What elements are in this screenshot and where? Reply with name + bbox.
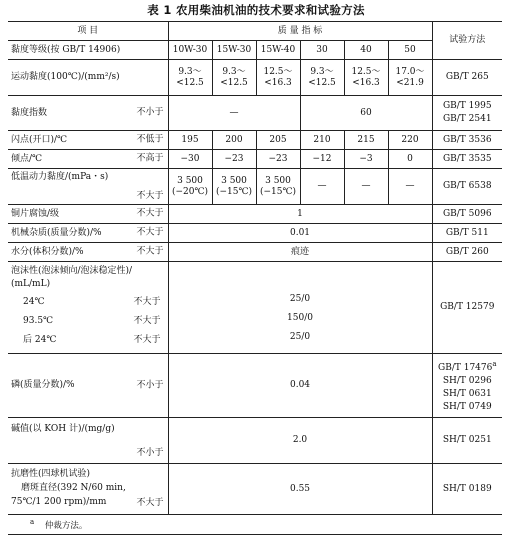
grade-row bbox=[8, 41, 502, 60]
value-cell: 215 bbox=[344, 131, 388, 150]
prop-cell bbox=[8, 96, 168, 131]
value-cell: 220 bbox=[388, 131, 432, 150]
prop-condition: 不大于 bbox=[136, 208, 164, 219]
prop-label: (mL/mL) bbox=[11, 279, 51, 289]
value-cell: — bbox=[344, 169, 388, 205]
value-cell: — bbox=[388, 169, 432, 205]
prop-label: 磨斑直径(392 N/60 min, bbox=[21, 483, 126, 493]
foam-value: 25/0 bbox=[289, 332, 311, 342]
prop-cell bbox=[8, 224, 168, 243]
prop-condition: 不大于 bbox=[136, 246, 164, 257]
method-line: GB/T 17476$^a$ bbox=[438, 359, 497, 373]
foam-temp: 24℃ bbox=[23, 297, 45, 307]
grade-cell: 15W-30 bbox=[212, 41, 256, 60]
method-cell bbox=[432, 96, 502, 131]
method-cell bbox=[432, 354, 502, 418]
prop-label: 水分(体积分数)/% bbox=[11, 246, 84, 257]
prop-condition: 不低于 bbox=[136, 134, 164, 145]
prop-cell bbox=[8, 262, 168, 354]
method-cell: GB/T 6538 bbox=[432, 169, 502, 205]
prop-label: 泡沫性(泡沫倾向/泡沫稳定性)/ bbox=[11, 266, 133, 276]
prop-cell bbox=[8, 131, 168, 150]
prop-label: 闪点(开口)/℃ bbox=[11, 134, 68, 145]
table-row bbox=[8, 96, 502, 131]
grade-cell: 10W-30 bbox=[168, 41, 212, 60]
value-cell: 12.5～<16.3 bbox=[344, 60, 388, 96]
method-cell: GB/T 265 bbox=[432, 60, 502, 96]
prop-label: 碱值(以 KOH 计)/(mg/g) bbox=[11, 424, 115, 434]
grade-cell: 50 bbox=[388, 41, 432, 60]
method-cell: SH/T 0251 bbox=[432, 418, 502, 464]
value-cell: 12.5～<16.3 bbox=[256, 60, 300, 96]
prop-cell bbox=[8, 150, 168, 169]
value-cell: 3 500 (−20℃) bbox=[168, 169, 212, 205]
prop-condition: 不小于 bbox=[136, 448, 164, 458]
value-cell: 1 bbox=[168, 205, 432, 224]
table-title: 表 1 农用柴油机油的技术要求和试验方法 bbox=[147, 3, 365, 17]
value-cell: 痕迹 bbox=[168, 243, 432, 262]
value-cell: 3 500 (−15℃) bbox=[212, 169, 256, 205]
prop-cell bbox=[8, 243, 168, 262]
value-cell: −12 bbox=[300, 150, 344, 169]
table-row bbox=[8, 205, 502, 224]
method-line: GB/T 2541 bbox=[442, 114, 492, 124]
method-line: SH/T 0296 bbox=[442, 375, 492, 386]
prop-condition: 不小于 bbox=[136, 380, 164, 390]
method-cell: GB/T 3535 bbox=[432, 150, 502, 169]
header-item: 项 目 bbox=[8, 22, 168, 41]
grade-cell: 30 bbox=[300, 41, 344, 60]
footnote-mark: a bbox=[30, 518, 35, 527]
prop-label: 倾点/℃ bbox=[11, 153, 43, 164]
method-cell: GB/T 511 bbox=[432, 224, 502, 243]
table-row bbox=[8, 224, 502, 243]
foam-temp: 后 24℃ bbox=[23, 335, 57, 345]
value-cell: −23 bbox=[212, 150, 256, 169]
value-cell bbox=[168, 262, 432, 354]
table-row bbox=[8, 262, 502, 354]
prop-label: 黏度指数 bbox=[11, 107, 48, 118]
value-cell: 210 bbox=[300, 131, 344, 150]
value-cell: 0 bbox=[388, 150, 432, 169]
value-cell: −23 bbox=[256, 150, 300, 169]
foam-value: 25/0 bbox=[289, 294, 311, 304]
grade-cell: 15W-40 bbox=[256, 41, 300, 60]
prop-condition: 不大于 bbox=[133, 297, 161, 307]
value-cell: −3 bbox=[344, 150, 388, 169]
value-cell: 2.0 bbox=[168, 418, 432, 464]
method-cell: GB/T 3536 bbox=[432, 131, 502, 150]
prop-label: 低温动力黏度/(mPa・s) bbox=[11, 172, 109, 182]
value-cell: 0.04 bbox=[168, 354, 432, 418]
value-cell: 195 bbox=[168, 131, 212, 150]
value-cell: −30 bbox=[168, 150, 212, 169]
value-cell: 0.55 bbox=[168, 464, 432, 515]
value-cell: 9.3～<12.5 bbox=[168, 60, 212, 96]
method-line: SH/T 0631 bbox=[442, 388, 492, 399]
method-cell: SH/T 0189 bbox=[432, 464, 502, 515]
value-cell: — bbox=[168, 96, 300, 131]
header-method: 试验方法 bbox=[432, 22, 502, 60]
grade-cell: 40 bbox=[344, 41, 388, 60]
value-cell: 200 bbox=[212, 131, 256, 150]
prop-label: 75℃/1 200 rpm)/mm bbox=[11, 497, 107, 507]
table-row bbox=[8, 131, 502, 150]
footnote-text: 仲裁方法。 bbox=[44, 520, 88, 531]
prop-condition: 不高于 bbox=[136, 153, 164, 164]
prop-label: 磷(质量分数)/% bbox=[11, 380, 75, 390]
prop-condition: 不大于 bbox=[133, 316, 161, 326]
header-row bbox=[8, 22, 502, 41]
footnote-row bbox=[8, 515, 502, 535]
value-cell: 205 bbox=[256, 131, 300, 150]
table-row bbox=[8, 243, 502, 262]
value-cell: 0.01 bbox=[168, 224, 432, 243]
prop-condition: 不大于 bbox=[136, 191, 164, 201]
method-cell: GB/T 5096 bbox=[432, 205, 502, 224]
table-row bbox=[8, 60, 502, 96]
value-cell: — bbox=[300, 169, 344, 205]
method-line: SH/T 0749 bbox=[442, 401, 492, 412]
table-row bbox=[8, 418, 502, 464]
prop-condition: 不大于 bbox=[136, 498, 164, 508]
prop-label: 运动黏度(100℃)/(mm²/s) bbox=[8, 60, 168, 96]
foam-subrow bbox=[11, 333, 165, 347]
grade-label: 黏度等级(按 GB/T 14906) bbox=[8, 41, 168, 60]
method-cell: GB/T 12579 bbox=[432, 262, 502, 354]
table-row bbox=[8, 464, 502, 515]
spec-table bbox=[8, 21, 502, 535]
footnote bbox=[8, 515, 502, 535]
prop-cell bbox=[8, 418, 168, 464]
value-cell: 60 bbox=[300, 96, 432, 131]
foam-subrow bbox=[11, 295, 165, 309]
footnote-mark: a bbox=[492, 359, 497, 368]
table-row bbox=[8, 169, 502, 205]
method-cell: GB/T 260 bbox=[432, 243, 502, 262]
foam-temp: 93.5℃ bbox=[23, 316, 54, 326]
prop-cell bbox=[8, 169, 168, 205]
foam-value: 150/0 bbox=[287, 313, 313, 323]
prop-cell bbox=[8, 205, 168, 224]
prop-condition: 不小于 bbox=[136, 107, 164, 118]
value-cell: 9.3～<12.5 bbox=[212, 60, 256, 96]
prop-condition: 不大于 bbox=[136, 227, 164, 238]
prop-label: 机械杂质(质量分数)/% bbox=[11, 227, 102, 238]
value-cell: 17.0～<21.9 bbox=[388, 60, 432, 96]
foam-subrow bbox=[11, 314, 165, 328]
prop-condition: 不大于 bbox=[133, 335, 161, 345]
method-line: GB/T 1995 bbox=[442, 101, 492, 111]
header-quality: 质 量 指 标 bbox=[168, 22, 432, 41]
value-cell: 3 500 (−15℃) bbox=[256, 169, 300, 205]
prop-label: 铜片腐蚀/级 bbox=[11, 208, 60, 219]
table-row bbox=[8, 150, 502, 169]
prop-label: 抗磨性(四球机试验) bbox=[11, 469, 91, 479]
prop-cell bbox=[8, 464, 168, 515]
value-cell: 9.3～<12.5 bbox=[300, 60, 344, 96]
prop-cell bbox=[8, 354, 168, 418]
table-row bbox=[8, 354, 502, 418]
